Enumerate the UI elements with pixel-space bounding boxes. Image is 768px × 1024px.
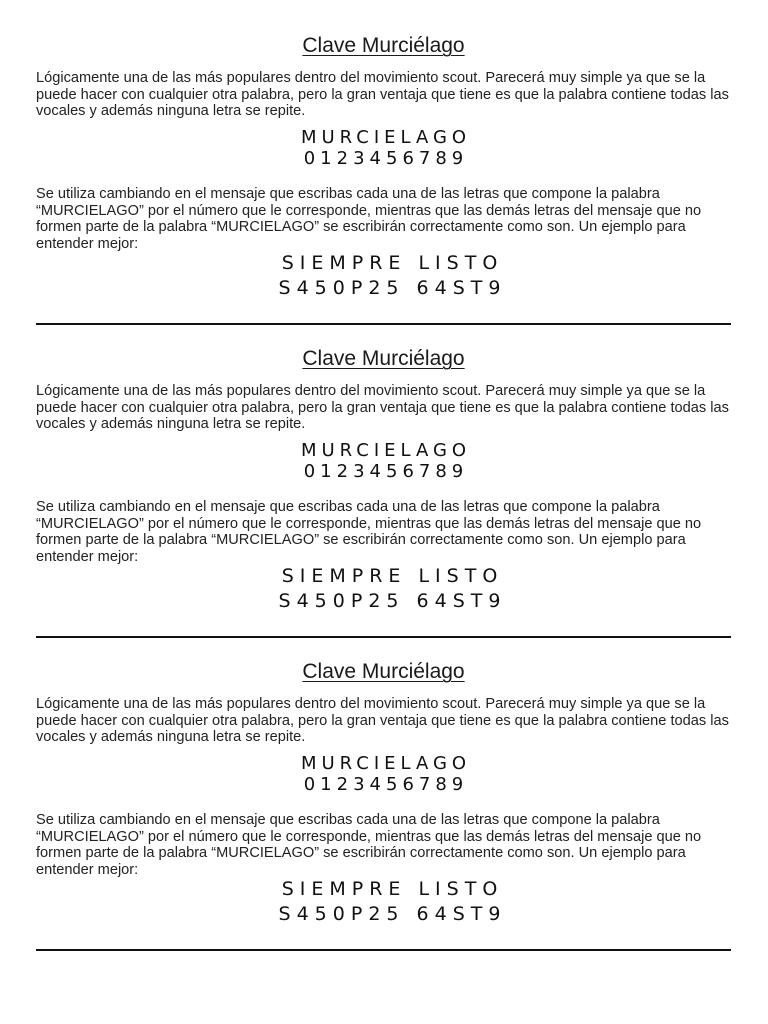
section-divider <box>36 323 731 325</box>
keyword-letters: MURCIELAGO <box>300 440 472 461</box>
section-divider <box>36 949 731 951</box>
keyword-letters: MURCIELAGO <box>300 753 472 774</box>
explanation-paragraph: Se utiliza cambiando en el mensaje que escribas cada una de las letras que compone la palabra “MURCIELAGO” por el número que le corresponde, mientras que las demás letras del mensaje que no formen parte de la palabra “MURCIELAGO” se escribirán correctamente como son. Un ejemplo para entender mejor: <box>36 186 702 252</box>
section-title: Clave Murciélago <box>302 660 465 683</box>
example-encoded-text: S450P25 64ST9 <box>278 903 507 925</box>
example-plain-text: SIEMPRE LISTO <box>281 252 504 274</box>
section-title: Clave Murciélago <box>302 34 465 57</box>
keyword-digits: 0123456789 <box>303 148 469 169</box>
example-plain-text: SIEMPRE LISTO <box>281 878 504 900</box>
intro-paragraph: Lógicamente una de las más populares dentro del movimiento scout. Parecerá muy simple ya que se la puede hacer con cualquier otra palabra, pero la gran ventaja que tiene es que la palabra contiene todas las vocales y además ninguna letra se repite. <box>36 696 729 746</box>
example-encoded-text: S450P25 64ST9 <box>278 277 507 299</box>
intro-paragraph: Lógicamente una de las más populares dentro del movimiento scout. Parecerá muy simple ya que se la puede hacer con cualquier otra palabra, pero la gran ventaja que tiene es que la palabra contiene todas las vocales y además ninguna letra se repite. <box>36 70 729 120</box>
explanation-paragraph: Se utiliza cambiando en el mensaje que escribas cada una de las letras que compone la palabra “MURCIELAGO” por el número que le corresponde, mientras que las demás letras del mensaje que no formen parte de la palabra “MURCIELAGO” se escribirán correctamente como son. Un ejemplo para entender mejor: <box>36 812 702 878</box>
section-title: Clave Murciélago <box>302 347 465 370</box>
section-divider <box>36 636 731 638</box>
cipher-section-1 <box>36 33 731 346</box>
cipher-section-3 <box>36 659 731 972</box>
keyword-digits: 0123456789 <box>303 461 469 482</box>
explanation-paragraph: Se utiliza cambiando en el mensaje que escribas cada una de las letras que compone la palabra “MURCIELAGO” por el número que le corresponde, mientras que las demás letras del mensaje que no formen parte de la palabra “MURCIELAGO” se escribirán correctamente como son. Un ejemplo para entender mejor: <box>36 499 702 565</box>
example-encoded-text: S450P25 64ST9 <box>278 590 507 612</box>
cipher-section-2 <box>36 346 731 659</box>
keyword-letters: MURCIELAGO <box>300 127 472 148</box>
keyword-digits: 0123456789 <box>303 774 469 795</box>
example-plain-text: SIEMPRE LISTO <box>281 565 504 587</box>
intro-paragraph: Lógicamente una de las más populares dentro del movimiento scout. Parecerá muy simple ya que se la puede hacer con cualquier otra palabra, pero la gran ventaja que tiene es que la palabra contiene todas las vocales y además ninguna letra se repite. <box>36 383 729 433</box>
